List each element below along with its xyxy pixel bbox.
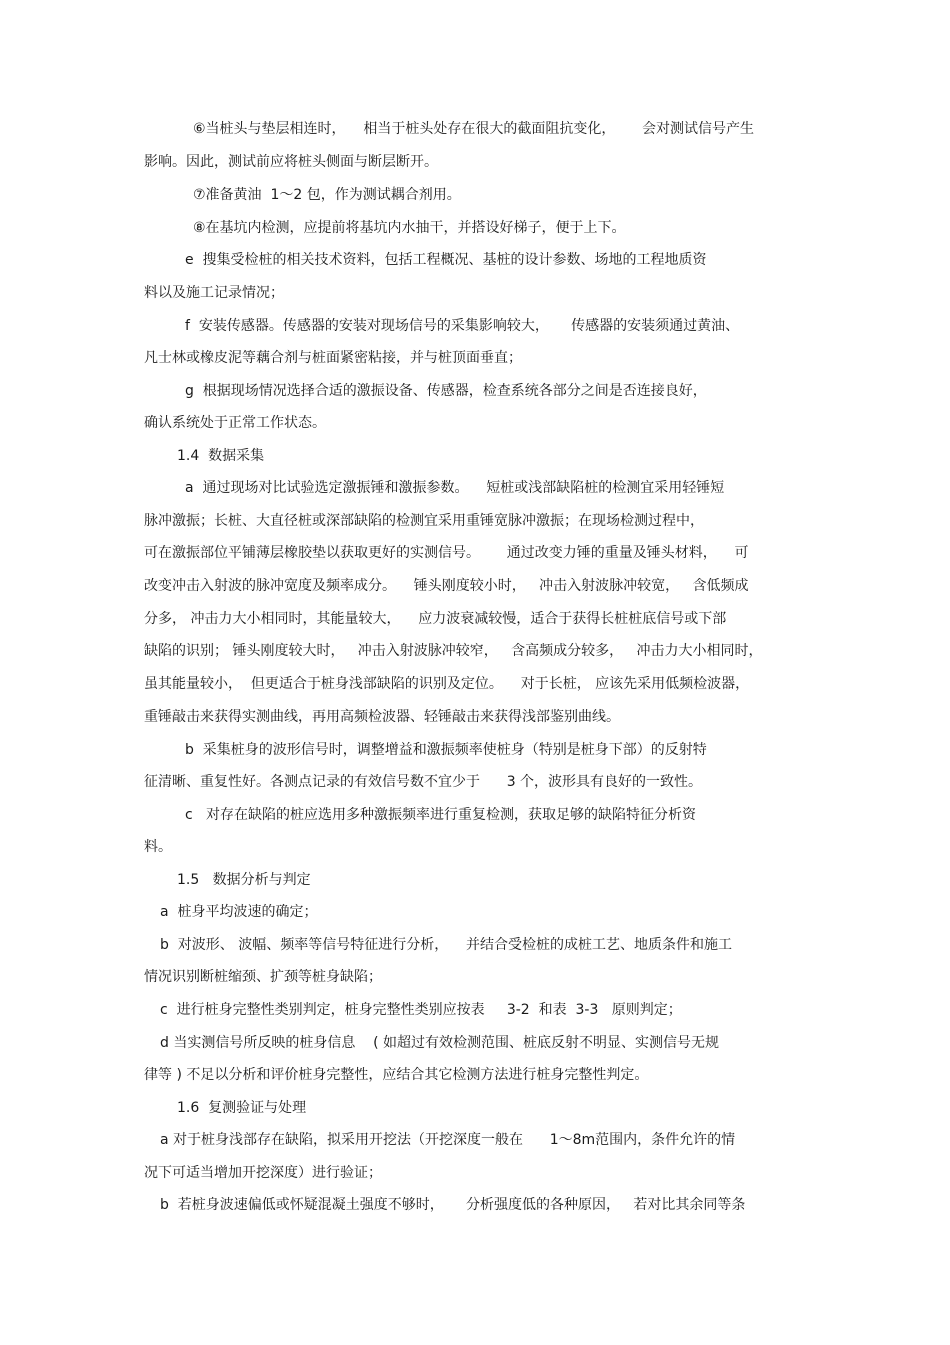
text-line: 情况识别断桩缩颈、扩颈等桩身缺陷； (144, 969, 382, 985)
text-line: 料以及施工记录情况； (144, 285, 284, 301)
text-line: g 根据现场情况选择合适的激振设备、传感器，检查系统各部分之间是否连接良好， (185, 383, 707, 399)
text-line: f 安装传感器。传感器的安装对现场信号的采集影响较大， 传感器的安装须通过黄油、 (185, 318, 740, 334)
text-line: c 对存在缺陷的桩应选用多种激振频率进行重复检测，获取足够的缺陷特征分析资 (185, 807, 697, 823)
text-line: c 进行桩身完整性类别判定，桩身完整性类别应按表 3-2 和表 3-3 原则判定； (160, 1002, 682, 1018)
text-line: a 桩身平均波速的确定； (160, 904, 318, 920)
text-line: b 若桩身波速偏低或怀疑混凝土强度不够时， 分析强度低的各种原因， 若对比其余同等条 (160, 1197, 746, 1213)
text-line: 虽其能量较小， 但更适合于桩身浅部缺陷的识别及定位。 对于长桩， 应该先采用低频检波器， (144, 676, 750, 692)
text-line: ⑦准备黄油 1～2 包，作为测试耦合剂用。 (193, 187, 461, 203)
text-line: 影响。因此，测试前应将桩头侧面与断层断开。 (144, 154, 438, 170)
section-heading: 1.6 复测验证与处理 (177, 1100, 307, 1116)
text-line: 可在激振部位平铺薄层橡胶垫以获取更好的实测信号。 通过改变力锤的重量及锤头材料， 可 (144, 545, 749, 561)
text-line: 凡士林或橡皮泥等藕合剂与桩面紧密粘接，并与桩顶面垂直； (144, 350, 522, 366)
text-line: a 对于桩身浅部存在缺陷，拟采用开挖法（开挖深度一般在 1～8m范围内，条件允许的情 (160, 1132, 736, 1148)
text-line: ⑥当桩头与垫层相连时， 相当于桩头处存在很大的截面阻抗变化， 会对测试信号产生 (193, 121, 755, 137)
text-line: 重锤敲击来获得实测曲线，再用高频检波器、轻锤敲击来获得浅部鉴别曲线。 (144, 709, 620, 725)
section-heading: 1.5 数据分析与判定 (177, 872, 311, 888)
text-line: 况下可适当增加开挖深度）进行验证； (144, 1165, 382, 1181)
text-line: 律等 ) 不足以分析和评价桩身完整性，应结合其它检测方法进行桩身完整性判定。 (144, 1067, 649, 1083)
text-line: 分多， 冲击力大小相同时，其能量较大， 应力波衰减较慢，适合于获得长桩桩底信号或下部 (144, 611, 727, 627)
text-line: 征清晰、重复性好。各测点记录的有效信号数不宜少于 3 个，波形具有良好的一致性。 (144, 774, 703, 790)
text-line: a 通过现场对比试验选定激振锤和激振参数。 短桩或浅部缺陷桩的检测宜采用轻锤短 (185, 480, 725, 496)
text-line: 确认系统处于正常工作状态。 (144, 415, 326, 431)
text-line: 改变冲击入射波的脉冲宽度及频率成分。 锤头刚度较小时， 冲击入射波脉冲较宽， 含低频成 (144, 578, 749, 594)
text-line: ⑧在基坑内检测，应提前将基坑内水抽干，并搭设好梯子，便于上下。 (193, 220, 626, 236)
text-line: d 当实测信号所反映的桩身信息 ( 如超过有效检测范围、桩底反射不明显、实测信号无规 (160, 1035, 720, 1051)
text-line: 缺陷的识别； 锤头刚度较大时， 冲击入射波脉冲较窄， 含高频成分较多， 冲击力大小相同时， (144, 643, 763, 659)
text-line: b 对波形、 波幅、频率等信号特征进行分析， 并结合受检桩的成桩工艺、地质条件和施工 (160, 937, 733, 953)
text-line: b 采集桩身的波形信号时，调整增益和激振频率使桩身（特别是桩身下部）的反射特 (185, 742, 707, 758)
text-line: e 搜集受检桩的相关技术资料，包括工程概况、基桩的设计参数、场地的工程地质资 (185, 252, 707, 268)
text-line: 料。 (144, 839, 172, 855)
text-line: 脉冲激振；长桩、大直径桩或深部缺陷的检测宜采用重锤宽脉冲激振；在现场检测过程中， (144, 513, 704, 529)
section-heading: 1.4 数据采集 (177, 448, 265, 464)
